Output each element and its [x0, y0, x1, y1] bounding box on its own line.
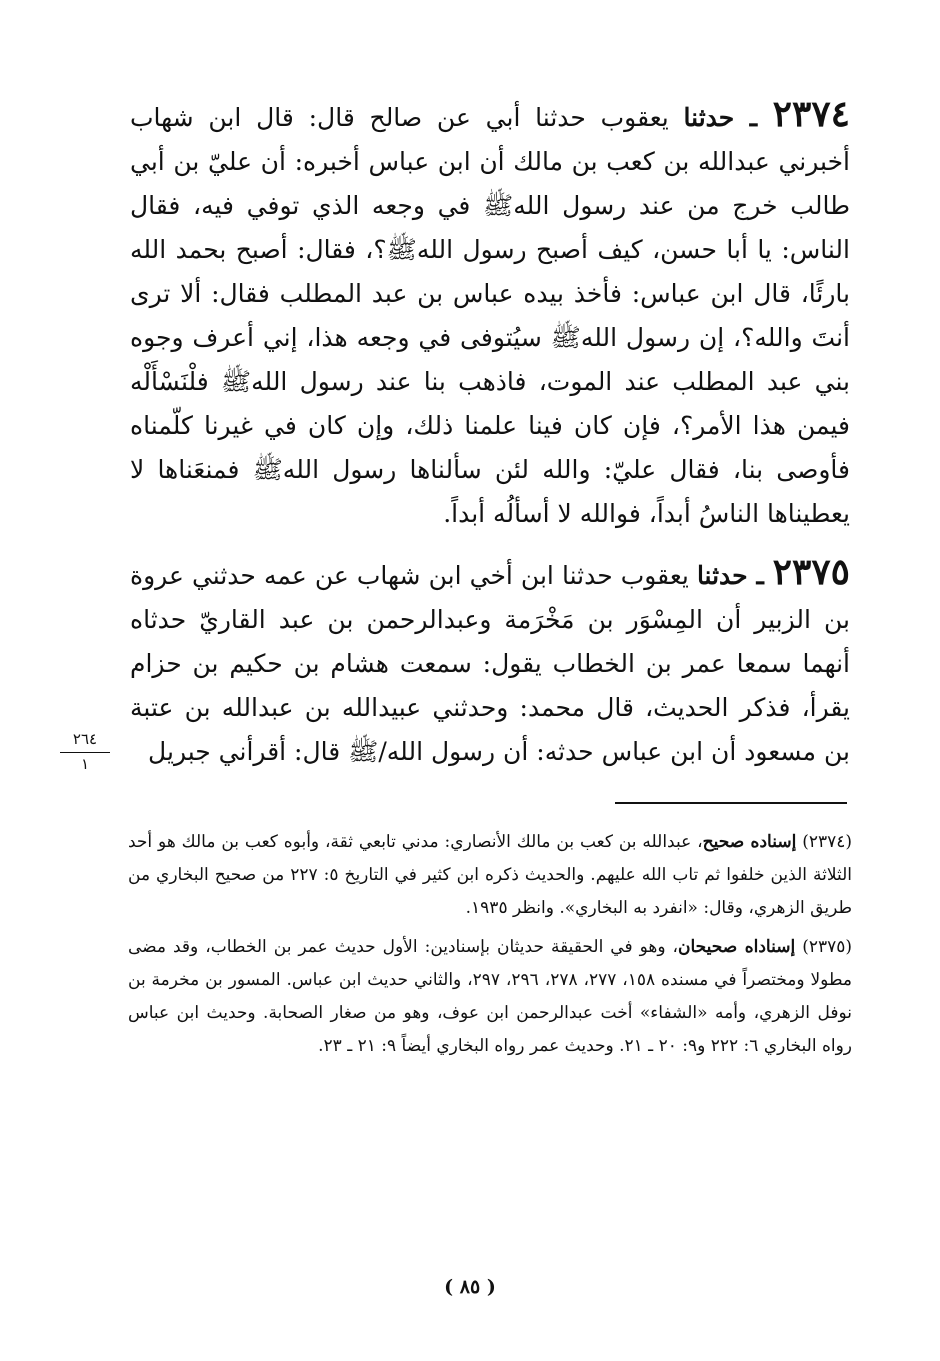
page-number: ( ٨٥ ) — [444, 1276, 496, 1298]
hadith-number: ٢٣٧٥ — [772, 551, 850, 593]
hadith-dash: ـ — [734, 103, 773, 132]
marginal-volume-page: ٢٦٤ — [60, 728, 110, 753]
hadith-2374 — [130, 92, 850, 536]
footnotes-block — [128, 826, 852, 1069]
hadith-keyword: حدثنا — [696, 561, 748, 590]
footnote-number: (٢٣٧٤) — [802, 832, 852, 852]
footnote-text: ، وهو في الحقيقة حديثان بإسنادين: الأول حديث عمر بن الخطاب، وقد مضى مطولا ومختصراً في مسنده ١٥٨، ٢٧٧، ٢٧٨، ٢٩٦، ٢٩٧، والثاني حديث ابن عباس. المسور بن مخرمة بن نوفل الزهري، وأمه «الشفاء» أخت عبدالرحمن ابن عوف، وهو من صغار الصحابة. وحديث ابن عباس رواه البخاري ٦: ٢٢٢ و٩: ٢٠ ـ ٢١. وحديث عمر رواه البخاري أيضاً ٩: ٢١ ـ ٢٣. — [128, 937, 853, 1056]
footnote-number: (٢٣٧٥) — [802, 937, 852, 957]
hadith-dash: ـ — [747, 561, 773, 590]
hadith-2375 — [130, 550, 850, 774]
hadith-keyword: حدثنا — [683, 103, 735, 132]
marginal-reference — [60, 728, 110, 775]
footnote-2375 — [128, 931, 852, 1063]
main-text-block — [130, 92, 850, 788]
hadith-text: يعقوب حدثنا ابن أخي ابن شهاب عن عمه حدثني عروة بن الزبير أن المِسْوَر بن مَخْرَمة وعبدالرحمن بن عبد القاريّ حدثاه أنهما سمعا عمر بن الخطاب يقول: سمعت هشام بن حكيم بن حزام يقرأ، فذكر الحديث، قال محمد: وحدثني عبيدالله بن عبدالله بن عتبة بن مسعود أن ابن عباس حدثه: أن رسول الله/ﷺ قال: أقرأني جبريل — [130, 561, 850, 766]
footnote-lead: إسناده صحيح — [702, 832, 797, 852]
marginal-part: ١ — [80, 755, 90, 773]
footnote-text: ، عبدالله بن كعب بن مالك الأنصاري: مدني تابعي ثقة، وأبوه كعب بن مالك هو أحد الثلاثة الذين خلفوا ثم تاب الله عليهم. والحديث ذكره ابن كثير في التاريخ ٥: ٢٢٧ من صحيح البخاري من طريق الزهري، وقال: «انفرد به البخاري». وانظر ١٩٣٥. — [128, 832, 852, 918]
footnote-2374 — [128, 826, 852, 925]
hadith-text: يعقوب حدثنا أبي عن صالح قال: قال ابن شهاب أخبرني عبدالله بن كعب بن مالك أن ابن عباس أخبره: أن عليّ بن أبي طالب خرج من عند رسول اللهﷺ في وجعه الذي توفي فيه، فقال الناس: يا أبا حسن، كيف أصبح رسول اللهﷺ؟، فقال: أصبح بحمد الله بارئًا، قال ابن عباس: فأخذ بيده عباس بن عبد المطلب فقال: ألا ترى أنتَ والله؟، إن رسول اللهﷺ سيُتوفى في وجعه هذا، إني أعرف وجوه بني عبد المطلب عند الموت، فاذهب بنا عند رسول اللهﷺ فلْنَسْأَلْه فيمن هذا الأمر؟، فإن كان فينا علمنا ذلك، وإن كان في غيرنا كلّمناه فأوصى بنا، فقال عليّ: والله لئن سألناها رسول اللهﷺ فمنعَناها لا يعطيناها الناسُ أبداً، فوالله لا أسألُه أبداً. — [130, 103, 850, 528]
footnote-lead: إسناداه صحيحان — [678, 937, 796, 957]
hadith-number: ٢٣٧٤ — [772, 93, 850, 135]
footnote-separator — [615, 802, 847, 804]
